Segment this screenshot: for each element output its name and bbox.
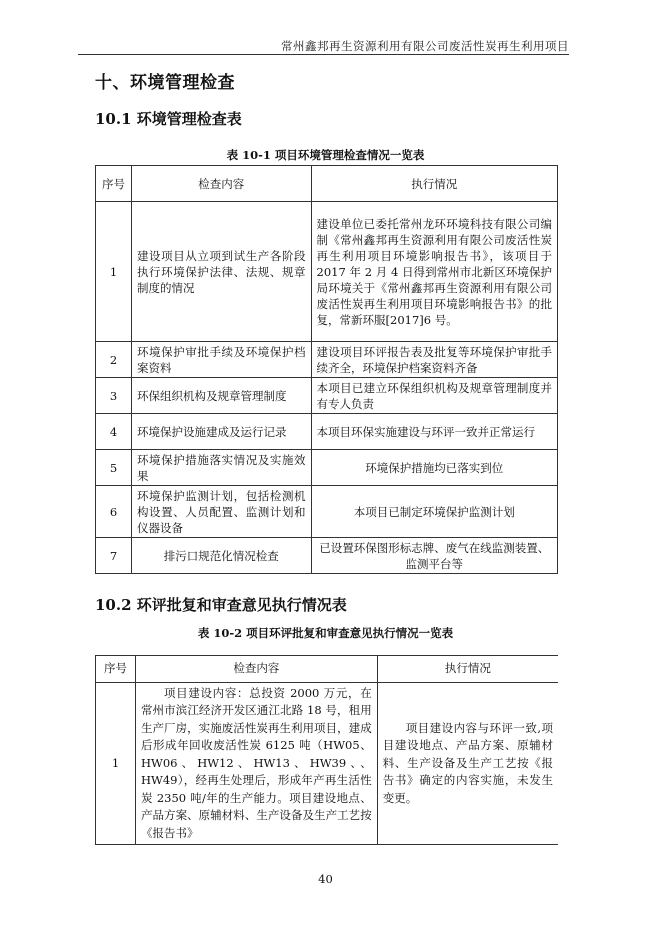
row-status: 项目建设内容与环评一致,项目建设地点、产品方案、原辅材料、生产设备及生产工艺按《报告书》确定的内容实施，未发生变更。 bbox=[377, 683, 558, 845]
table-row bbox=[96, 450, 558, 486]
table-header-row bbox=[96, 166, 558, 202]
table-row bbox=[96, 378, 558, 414]
row-status: 建设单位已委托常州龙环环境科技有限公司编制《常州鑫邦再生资源利用有限公司废活性炭再生利用项目环境影响报告书》，该项目于 2017 年 2 月 4 日得到常州市北新区环境保护局环境关于《常州鑫邦再生资源利用有限公司废活性炭再生利用项目环境影响报告书》的批复，常新环服[2017]6 号。 bbox=[311, 202, 557, 342]
table-row bbox=[96, 486, 558, 538]
row-content: 排污口规范化情况检查 bbox=[131, 538, 311, 574]
row-content: 环境保护设施建成及运行记录 bbox=[131, 414, 311, 450]
subsection-title-10-2: 10.2 环评批复和审查意见执行情况表 bbox=[95, 596, 347, 614]
col-header-content: 检查内容 bbox=[131, 166, 311, 202]
row-no: 3 bbox=[96, 378, 132, 414]
row-content: 环保组织机构及规章管理制度 bbox=[131, 378, 311, 414]
row-no: 1 bbox=[96, 683, 136, 845]
table-row bbox=[96, 538, 558, 574]
table-row bbox=[96, 414, 558, 450]
row-content: 环境保护措施落实情况及实施效果 bbox=[131, 450, 311, 486]
col-header-status: 执行情况 bbox=[377, 656, 558, 683]
row-content: 环境保护监测计划，包括检测机构设置、人员配置、监测计划和仪器设备 bbox=[131, 486, 311, 538]
subsection-title-10-1: 10.1 环境管理检查表 bbox=[95, 110, 242, 128]
header-rule bbox=[78, 54, 569, 55]
row-status: 本项目环保实施建设与环评一致并正常运行 bbox=[311, 414, 557, 450]
row-status: 本项目已建立环保组织机构及规章管理制度并有专人负责 bbox=[311, 378, 557, 414]
col-header-no: 序号 bbox=[96, 656, 136, 683]
running-header: 常州鑫邦再生资源利用有限公司废活性炭再生利用项目 bbox=[281, 39, 569, 53]
row-content: 建设项目从立项到试生产各阶段执行环境保护法律、法规、规章制度的情况 bbox=[131, 202, 311, 342]
approval-execution-table bbox=[95, 655, 558, 845]
row-status: 建设项目环评报告表及批复等环境保护审批手续齐全，环境保护档案资料齐备 bbox=[311, 342, 557, 378]
section-title: 十、环境管理检查 bbox=[95, 73, 235, 93]
row-status: 环境保护措施均已落实到位 bbox=[311, 450, 557, 486]
row-no: 5 bbox=[96, 450, 132, 486]
row-no: 2 bbox=[96, 342, 132, 378]
col-header-content: 检查内容 bbox=[135, 656, 377, 683]
col-header-no: 序号 bbox=[96, 166, 132, 202]
page-number: 40 bbox=[318, 872, 333, 886]
table-row bbox=[96, 202, 558, 342]
table-10-2-caption: 表 10-2 项目环评批复和审查意见执行情况一览表 bbox=[197, 626, 454, 640]
col-header-status: 执行情况 bbox=[311, 166, 557, 202]
table-10-1-caption: 表 10-1 项目环境管理检查情况一览表 bbox=[226, 148, 425, 162]
row-status: 已设置环保图形标志牌、废气在线监测装置、监测平台等 bbox=[311, 538, 557, 574]
row-content: 项目建设内容：总投资 2000 万元，在常州市滨江经济开发区通江北路 18 号，租用生产厂房，实施废活性炭再生利用项目，建成后形成年回收废活性炭 6125 吨（HW05、HW06、HW12、HW13、HW39、、HW49），经再生处理后，形成年产再生活性炭 2350 吨/年的生产能力。项目建设地点、产品方案、原辅材料、生产设备及生产工艺按《报告书》 bbox=[135, 683, 377, 845]
row-content: 环境保护审批手续及环境保护档案资料 bbox=[131, 342, 311, 378]
row-status: 本项目已制定环境保护监测计划 bbox=[311, 486, 557, 538]
table-row bbox=[96, 342, 558, 378]
row-no: 1 bbox=[96, 202, 132, 342]
row-no: 6 bbox=[96, 486, 132, 538]
row-no: 4 bbox=[96, 414, 132, 450]
table-row bbox=[96, 683, 559, 845]
env-management-table bbox=[95, 165, 558, 574]
row-no: 7 bbox=[96, 538, 132, 574]
table-header-row bbox=[96, 656, 559, 683]
